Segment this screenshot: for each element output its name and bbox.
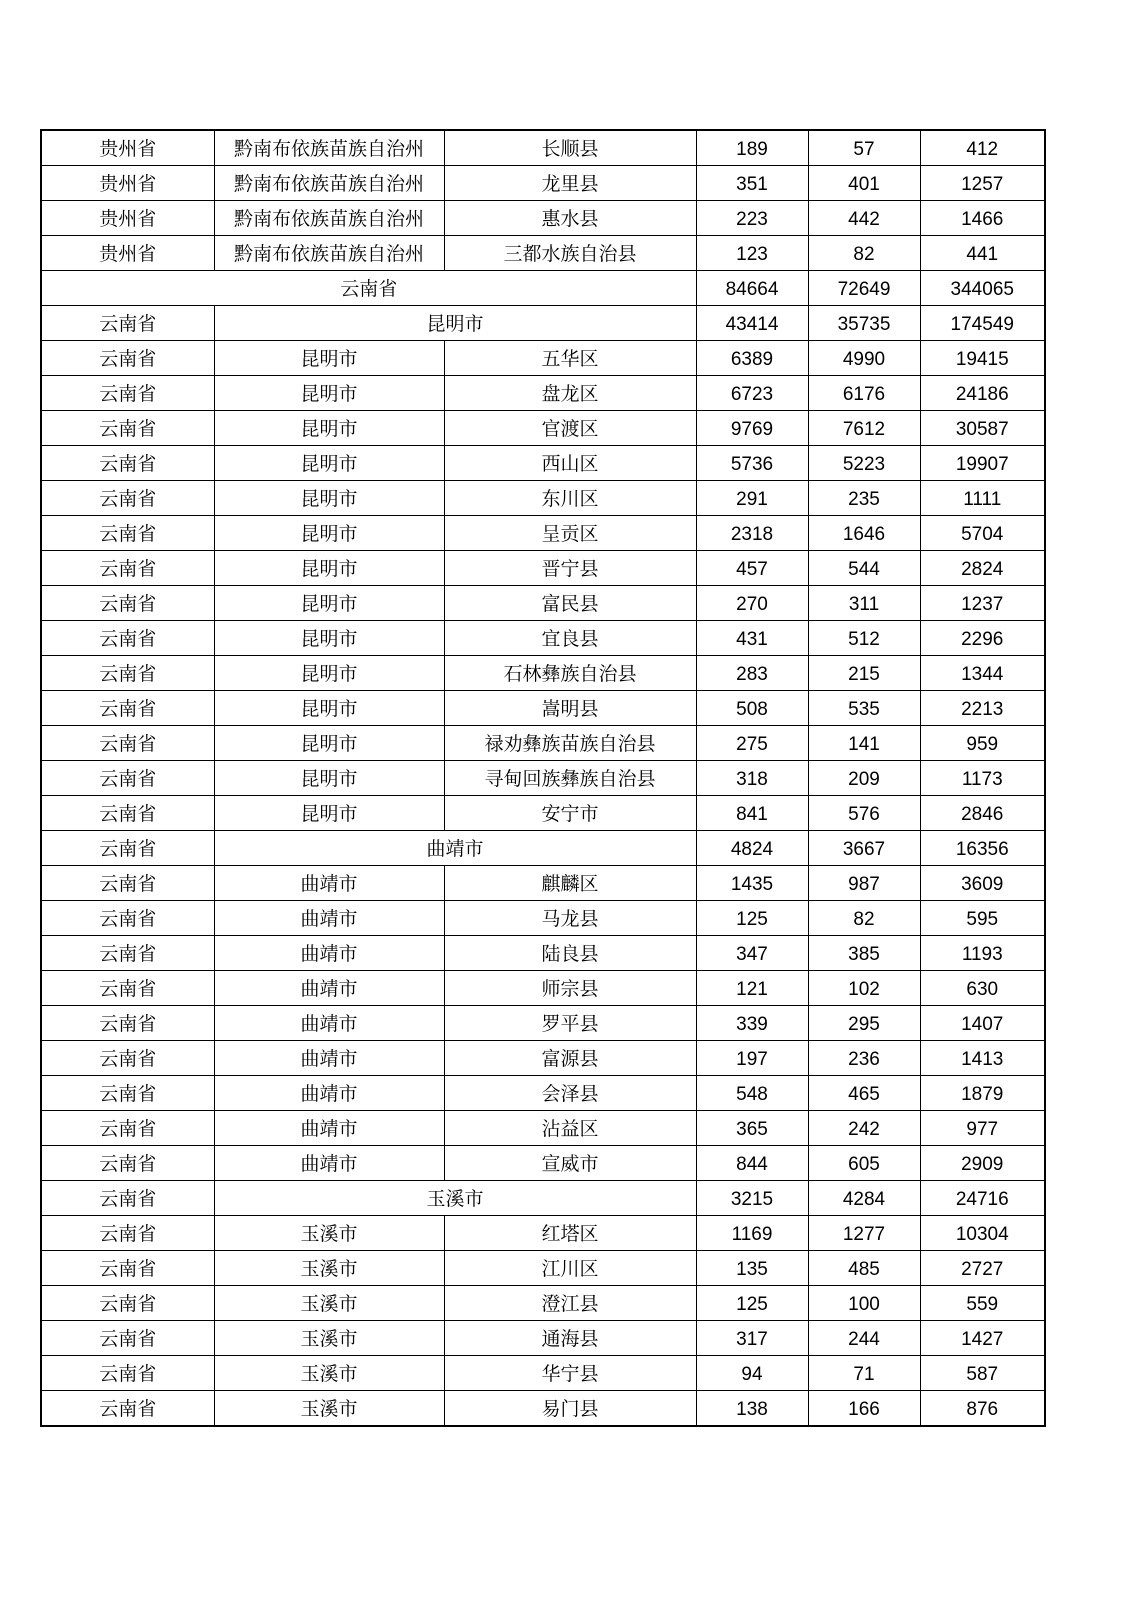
value-cell-2: 465	[808, 1076, 920, 1111]
table-row	[41, 1006, 1045, 1041]
county-cell: 富民县	[444, 586, 696, 621]
province-cell: 云南省	[41, 341, 214, 376]
city-cell: 昆明市	[214, 446, 444, 481]
value-cell-2: 4990	[808, 341, 920, 376]
value-cell-2: 3667	[808, 831, 920, 866]
value-cell-2: 71	[808, 1356, 920, 1391]
city-total-cell: 曲靖市	[214, 831, 696, 866]
county-cell: 东川区	[444, 481, 696, 516]
city-cell: 曲靖市	[214, 1006, 444, 1041]
province-cell: 云南省	[41, 306, 214, 341]
city-cell: 昆明市	[214, 726, 444, 761]
city-cell: 玉溪市	[214, 1216, 444, 1251]
value-cell-3: 412	[920, 130, 1045, 166]
statistics-table	[40, 129, 1046, 1427]
value-cell-3: 1879	[920, 1076, 1045, 1111]
city-cell: 昆明市	[214, 761, 444, 796]
table-row	[41, 971, 1045, 1006]
city-cell: 黔南布依族苗族自治州	[214, 130, 444, 166]
value-cell-2: 512	[808, 621, 920, 656]
table-row	[41, 271, 1045, 306]
value-cell-3: 559	[920, 1286, 1045, 1321]
county-cell: 禄劝彝族苗族自治县	[444, 726, 696, 761]
county-cell: 安宁市	[444, 796, 696, 831]
province-cell: 云南省	[41, 621, 214, 656]
value-cell-3: 2213	[920, 691, 1045, 726]
value-cell-3: 1344	[920, 656, 1045, 691]
county-cell: 西山区	[444, 446, 696, 481]
value-cell-2: 544	[808, 551, 920, 586]
value-cell-2: 82	[808, 236, 920, 271]
county-cell: 寻甸回族彝族自治县	[444, 761, 696, 796]
value-cell-1: 365	[696, 1111, 808, 1146]
value-cell-1: 135	[696, 1251, 808, 1286]
value-cell-1: 317	[696, 1321, 808, 1356]
county-cell: 罗平县	[444, 1006, 696, 1041]
county-cell: 晋宁县	[444, 551, 696, 586]
value-cell-1: 431	[696, 621, 808, 656]
county-cell: 宜良县	[444, 621, 696, 656]
value-cell-2: 5223	[808, 446, 920, 481]
value-cell-3: 344065	[920, 271, 1045, 306]
county-cell: 通海县	[444, 1321, 696, 1356]
value-cell-2: 209	[808, 761, 920, 796]
value-cell-2: 1277	[808, 1216, 920, 1251]
city-cell: 曲靖市	[214, 1041, 444, 1076]
province-cell: 云南省	[41, 761, 214, 796]
county-cell: 红塔区	[444, 1216, 696, 1251]
county-cell: 宣威市	[444, 1146, 696, 1181]
value-cell-3: 595	[920, 901, 1045, 936]
value-cell-1: 5736	[696, 446, 808, 481]
table-row	[41, 726, 1045, 761]
value-cell-3: 1173	[920, 761, 1045, 796]
value-cell-3: 19907	[920, 446, 1045, 481]
county-cell: 盘龙区	[444, 376, 696, 411]
value-cell-1: 94	[696, 1356, 808, 1391]
value-cell-3: 1466	[920, 201, 1045, 236]
value-cell-3: 977	[920, 1111, 1045, 1146]
value-cell-2: 242	[808, 1111, 920, 1146]
value-cell-1: 125	[696, 901, 808, 936]
table-row	[41, 936, 1045, 971]
value-cell-3: 1193	[920, 936, 1045, 971]
value-cell-1: 43414	[696, 306, 808, 341]
value-cell-3: 1237	[920, 586, 1045, 621]
table-row	[41, 1391, 1045, 1427]
city-cell: 昆明市	[214, 586, 444, 621]
table-row	[41, 901, 1045, 936]
value-cell-3: 2846	[920, 796, 1045, 831]
province-cell: 云南省	[41, 481, 214, 516]
value-cell-1: 123	[696, 236, 808, 271]
value-cell-1: 351	[696, 166, 808, 201]
province-cell: 云南省	[41, 516, 214, 551]
value-cell-2: 605	[808, 1146, 920, 1181]
county-cell: 富源县	[444, 1041, 696, 1076]
province-cell: 贵州省	[41, 130, 214, 166]
province-cell: 云南省	[41, 866, 214, 901]
province-cell: 云南省	[41, 586, 214, 621]
value-cell-3: 24716	[920, 1181, 1045, 1216]
value-cell-3: 2909	[920, 1146, 1045, 1181]
value-cell-1: 1435	[696, 866, 808, 901]
province-cell: 云南省	[41, 656, 214, 691]
value-cell-1: 197	[696, 1041, 808, 1076]
table-row	[41, 656, 1045, 691]
table-row	[41, 166, 1045, 201]
value-cell-3: 5704	[920, 516, 1045, 551]
value-cell-3: 876	[920, 1391, 1045, 1427]
city-cell: 黔南布依族苗族自治州	[214, 166, 444, 201]
province-cell: 云南省	[41, 1006, 214, 1041]
table-row	[41, 621, 1045, 656]
value-cell-3: 1257	[920, 166, 1045, 201]
county-cell: 陆良县	[444, 936, 696, 971]
table-row	[41, 1216, 1045, 1251]
city-cell: 曲靖市	[214, 936, 444, 971]
value-cell-1: 9769	[696, 411, 808, 446]
city-cell: 玉溪市	[214, 1251, 444, 1286]
value-cell-3: 2824	[920, 551, 1045, 586]
city-cell: 昆明市	[214, 551, 444, 586]
table-row	[41, 1286, 1045, 1321]
value-cell-3: 587	[920, 1356, 1045, 1391]
table-row	[41, 1181, 1045, 1216]
table-body	[41, 130, 1045, 1426]
value-cell-2: 485	[808, 1251, 920, 1286]
county-cell: 师宗县	[444, 971, 696, 1006]
province-cell: 云南省	[41, 1181, 214, 1216]
value-cell-3: 30587	[920, 411, 1045, 446]
value-cell-2: 100	[808, 1286, 920, 1321]
province-cell: 云南省	[41, 831, 214, 866]
value-cell-2: 82	[808, 901, 920, 936]
city-cell: 玉溪市	[214, 1286, 444, 1321]
county-cell: 华宁县	[444, 1356, 696, 1391]
county-cell: 澄江县	[444, 1286, 696, 1321]
value-cell-2: 215	[808, 656, 920, 691]
city-cell: 昆明市	[214, 411, 444, 446]
city-cell: 黔南布依族苗族自治州	[214, 201, 444, 236]
value-cell-3: 10304	[920, 1216, 1045, 1251]
province-total-cell: 云南省	[41, 271, 696, 306]
table-row	[41, 1076, 1045, 1111]
value-cell-2: 166	[808, 1391, 920, 1427]
city-cell: 昆明市	[214, 481, 444, 516]
value-cell-1: 84664	[696, 271, 808, 306]
value-cell-1: 125	[696, 1286, 808, 1321]
value-cell-3: 174549	[920, 306, 1045, 341]
value-cell-1: 4824	[696, 831, 808, 866]
value-cell-2: 7612	[808, 411, 920, 446]
value-cell-3: 19415	[920, 341, 1045, 376]
province-cell: 云南省	[41, 901, 214, 936]
county-cell: 易门县	[444, 1391, 696, 1427]
value-cell-2: 4284	[808, 1181, 920, 1216]
value-cell-1: 189	[696, 130, 808, 166]
table-row	[41, 761, 1045, 796]
value-cell-1: 6723	[696, 376, 808, 411]
value-cell-2: 535	[808, 691, 920, 726]
city-total-cell: 玉溪市	[214, 1181, 696, 1216]
value-cell-3: 959	[920, 726, 1045, 761]
table-row	[41, 341, 1045, 376]
table-row	[41, 691, 1045, 726]
value-cell-2: 235	[808, 481, 920, 516]
table-row	[41, 1251, 1045, 1286]
city-cell: 曲靖市	[214, 1111, 444, 1146]
value-cell-2: 1646	[808, 516, 920, 551]
city-cell: 曲靖市	[214, 971, 444, 1006]
province-cell: 云南省	[41, 551, 214, 586]
value-cell-2: 311	[808, 586, 920, 621]
table-row	[41, 130, 1045, 166]
table-row	[41, 1356, 1045, 1391]
value-cell-1: 841	[696, 796, 808, 831]
province-cell: 云南省	[41, 1146, 214, 1181]
city-cell: 昆明市	[214, 621, 444, 656]
city-cell: 玉溪市	[214, 1356, 444, 1391]
value-cell-3: 1111	[920, 481, 1045, 516]
value-cell-2: 385	[808, 936, 920, 971]
value-cell-2: 236	[808, 1041, 920, 1076]
value-cell-1: 291	[696, 481, 808, 516]
value-cell-2: 442	[808, 201, 920, 236]
value-cell-1: 1169	[696, 1216, 808, 1251]
county-cell: 会泽县	[444, 1076, 696, 1111]
province-cell: 云南省	[41, 691, 214, 726]
city-cell: 曲靖市	[214, 1076, 444, 1111]
value-cell-1: 121	[696, 971, 808, 1006]
value-cell-2: 401	[808, 166, 920, 201]
province-cell: 云南省	[41, 1251, 214, 1286]
table-row	[41, 516, 1045, 551]
province-cell: 云南省	[41, 1321, 214, 1356]
province-cell: 云南省	[41, 411, 214, 446]
province-cell: 云南省	[41, 1356, 214, 1391]
value-cell-3: 16356	[920, 831, 1045, 866]
value-cell-2: 987	[808, 866, 920, 901]
province-cell: 云南省	[41, 446, 214, 481]
province-cell: 云南省	[41, 1076, 214, 1111]
value-cell-1: 548	[696, 1076, 808, 1111]
value-cell-1: 223	[696, 201, 808, 236]
city-cell: 玉溪市	[214, 1321, 444, 1356]
county-cell: 五华区	[444, 341, 696, 376]
value-cell-2: 72649	[808, 271, 920, 306]
province-cell: 贵州省	[41, 201, 214, 236]
county-cell: 官渡区	[444, 411, 696, 446]
table-row	[41, 586, 1045, 621]
value-cell-1: 270	[696, 586, 808, 621]
county-cell: 呈贡区	[444, 516, 696, 551]
table-row	[41, 236, 1045, 271]
value-cell-3: 2296	[920, 621, 1045, 656]
province-cell: 云南省	[41, 936, 214, 971]
province-cell: 云南省	[41, 796, 214, 831]
county-cell: 惠水县	[444, 201, 696, 236]
county-cell: 江川区	[444, 1251, 696, 1286]
city-cell: 玉溪市	[214, 1391, 444, 1427]
value-cell-3: 24186	[920, 376, 1045, 411]
province-cell: 云南省	[41, 726, 214, 761]
value-cell-2: 57	[808, 130, 920, 166]
value-cell-1: 508	[696, 691, 808, 726]
city-cell: 昆明市	[214, 516, 444, 551]
table-row	[41, 201, 1045, 236]
table-row	[41, 796, 1045, 831]
table-row	[41, 1146, 1045, 1181]
province-cell: 云南省	[41, 1111, 214, 1146]
value-cell-2: 295	[808, 1006, 920, 1041]
county-cell: 麒麟区	[444, 866, 696, 901]
city-cell: 曲靖市	[214, 901, 444, 936]
table-row	[41, 411, 1045, 446]
county-cell: 沾益区	[444, 1111, 696, 1146]
county-cell: 石林彝族自治县	[444, 656, 696, 691]
value-cell-2: 576	[808, 796, 920, 831]
value-cell-1: 844	[696, 1146, 808, 1181]
value-cell-2: 6176	[808, 376, 920, 411]
city-cell: 昆明市	[214, 796, 444, 831]
province-cell: 云南省	[41, 1286, 214, 1321]
value-cell-1: 2318	[696, 516, 808, 551]
province-cell: 云南省	[41, 1391, 214, 1427]
value-cell-1: 6389	[696, 341, 808, 376]
city-cell: 昆明市	[214, 376, 444, 411]
value-cell-1: 457	[696, 551, 808, 586]
city-cell: 曲靖市	[214, 1146, 444, 1181]
table-row	[41, 1321, 1045, 1356]
city-total-cell: 昆明市	[214, 306, 696, 341]
value-cell-1: 347	[696, 936, 808, 971]
province-cell: 贵州省	[41, 236, 214, 271]
value-cell-1: 138	[696, 1391, 808, 1427]
table-row	[41, 866, 1045, 901]
value-cell-3: 630	[920, 971, 1045, 1006]
value-cell-3: 3609	[920, 866, 1045, 901]
value-cell-3: 1427	[920, 1321, 1045, 1356]
province-cell: 云南省	[41, 1041, 214, 1076]
table-row	[41, 481, 1045, 516]
city-cell: 昆明市	[214, 341, 444, 376]
province-cell: 贵州省	[41, 166, 214, 201]
county-cell: 嵩明县	[444, 691, 696, 726]
value-cell-3: 441	[920, 236, 1045, 271]
city-cell: 昆明市	[214, 691, 444, 726]
county-cell: 龙里县	[444, 166, 696, 201]
table-row	[41, 831, 1045, 866]
value-cell-3: 2727	[920, 1251, 1045, 1286]
table-row	[41, 1041, 1045, 1076]
city-cell: 黔南布依族苗族自治州	[214, 236, 444, 271]
value-cell-2: 244	[808, 1321, 920, 1356]
value-cell-1: 275	[696, 726, 808, 761]
value-cell-3: 1407	[920, 1006, 1045, 1041]
value-cell-2: 35735	[808, 306, 920, 341]
county-cell: 马龙县	[444, 901, 696, 936]
city-cell: 曲靖市	[214, 866, 444, 901]
table-row	[41, 376, 1045, 411]
value-cell-3: 1413	[920, 1041, 1045, 1076]
city-cell: 昆明市	[214, 656, 444, 691]
table-row	[41, 1111, 1045, 1146]
value-cell-2: 141	[808, 726, 920, 761]
value-cell-1: 318	[696, 761, 808, 796]
value-cell-1: 283	[696, 656, 808, 691]
table-row	[41, 306, 1045, 341]
county-cell: 三都水族自治县	[444, 236, 696, 271]
value-cell-2: 102	[808, 971, 920, 1006]
table-row	[41, 551, 1045, 586]
table-row	[41, 446, 1045, 481]
province-cell: 云南省	[41, 1216, 214, 1251]
province-cell: 云南省	[41, 376, 214, 411]
province-cell: 云南省	[41, 971, 214, 1006]
county-cell: 长顺县	[444, 130, 696, 166]
value-cell-1: 3215	[696, 1181, 808, 1216]
value-cell-1: 339	[696, 1006, 808, 1041]
